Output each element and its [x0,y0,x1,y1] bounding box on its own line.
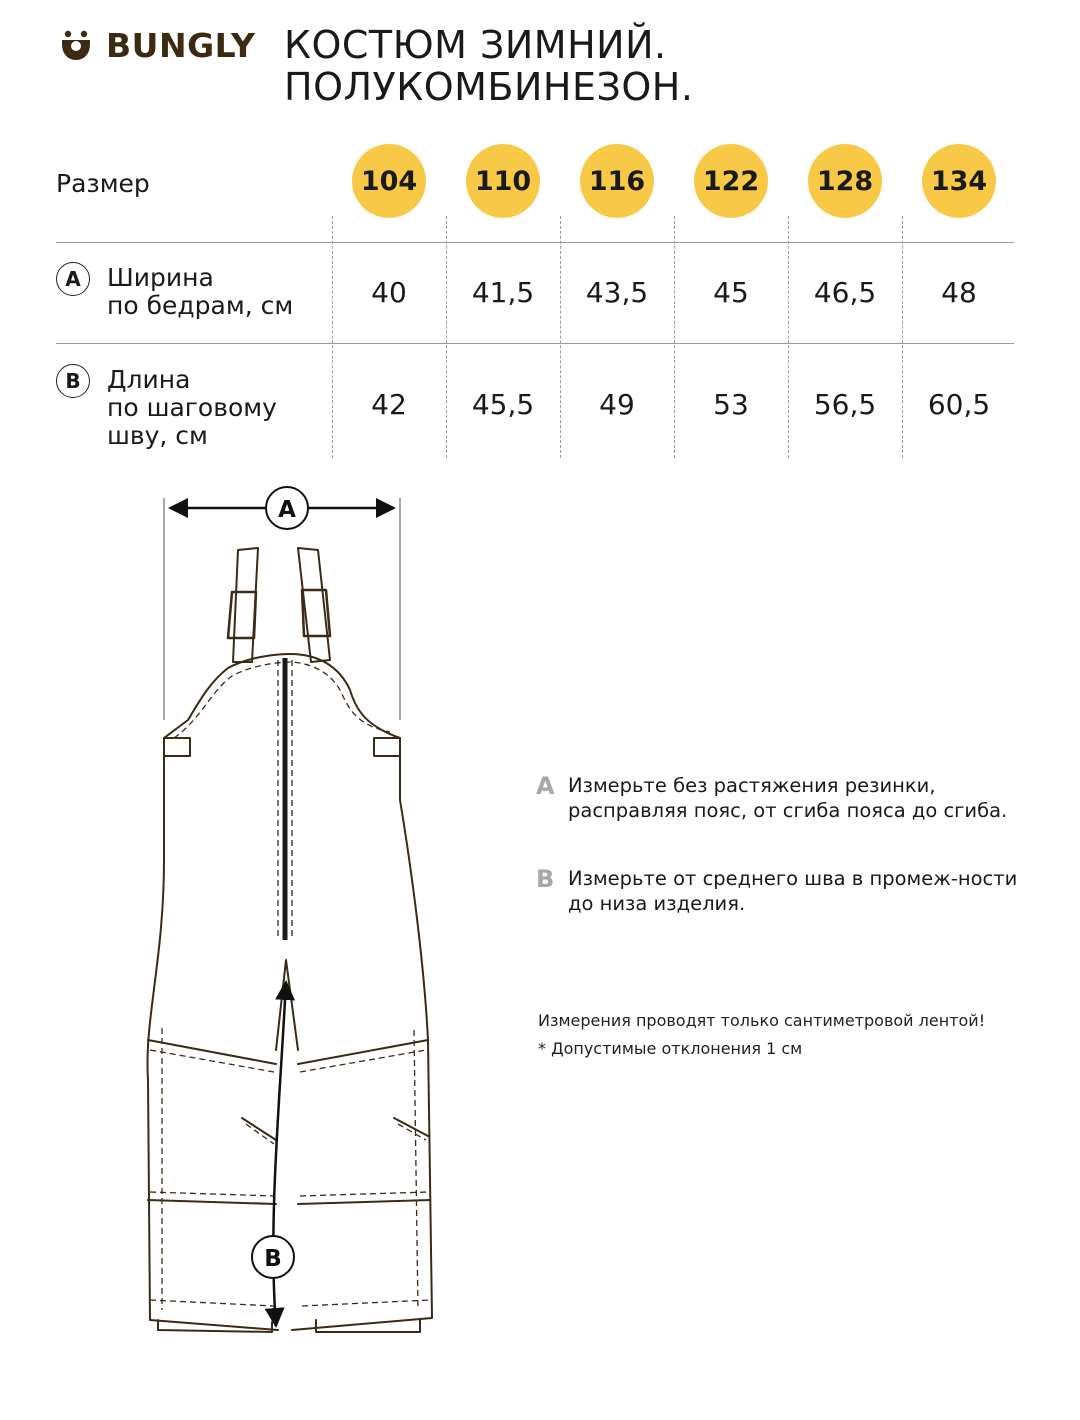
size-badge: 122 [694,144,768,218]
title-line-1: КОСТЮМ ЗИМНИЙ. [284,23,667,67]
size-badge: 110 [466,144,540,218]
table-cell: 46,5 [813,276,877,309]
table-cell: 40 [371,276,407,309]
table-cell: 60,5 [927,388,991,421]
row-label-line: по шаговому [107,393,277,422]
row-label-line: Длина [107,365,191,394]
row-label-line: шву, см [107,421,208,450]
note-text: Измерьте от среднего шва в промеж-ности до низа изделия. [568,867,1018,915]
table-cell: 49 [599,388,635,421]
note-letter: B [536,865,555,893]
row-label-line: Ширина [107,263,214,292]
title-line-2: ПОЛУКОМБИНЕЗОН. [284,65,694,109]
table-cell: 56,5 [813,388,877,421]
size-badge: 134 [922,144,996,218]
footnote-tolerance: * Допустимые отклонения 1 см [538,1039,803,1058]
row-badge-a: A [56,262,90,296]
brand-name: BUNGLY [106,26,256,65]
table-cell: 42 [371,388,407,421]
note-a [536,773,1018,823]
size-header-label: Размер [56,169,150,198]
table-cell: 45,5 [471,388,535,421]
row-label-line: по бедрам, см [107,291,294,320]
marker-a-label: A [278,497,296,523]
table-cell: 41,5 [471,276,535,309]
note-letter: A [536,772,555,800]
note-b [536,866,1018,916]
size-badge: 104 [352,144,426,218]
table-cell: 48 [941,276,977,309]
size-badge: 116 [580,144,654,218]
size-badge: 128 [808,144,882,218]
table-cell: 53 [713,388,749,421]
table-cell: 45 [713,276,749,309]
note-text: Измерьте без растяжения резинки, расправляя пояс, от сгиба пояса до сгиба. [568,774,1008,822]
footnote-tape: Измерения проводят только сантиметровой лентой! [538,1011,986,1030]
table-cell: 43,5 [585,276,649,309]
marker-b-label: B [264,1246,282,1272]
row-badge-b: B [56,364,90,398]
